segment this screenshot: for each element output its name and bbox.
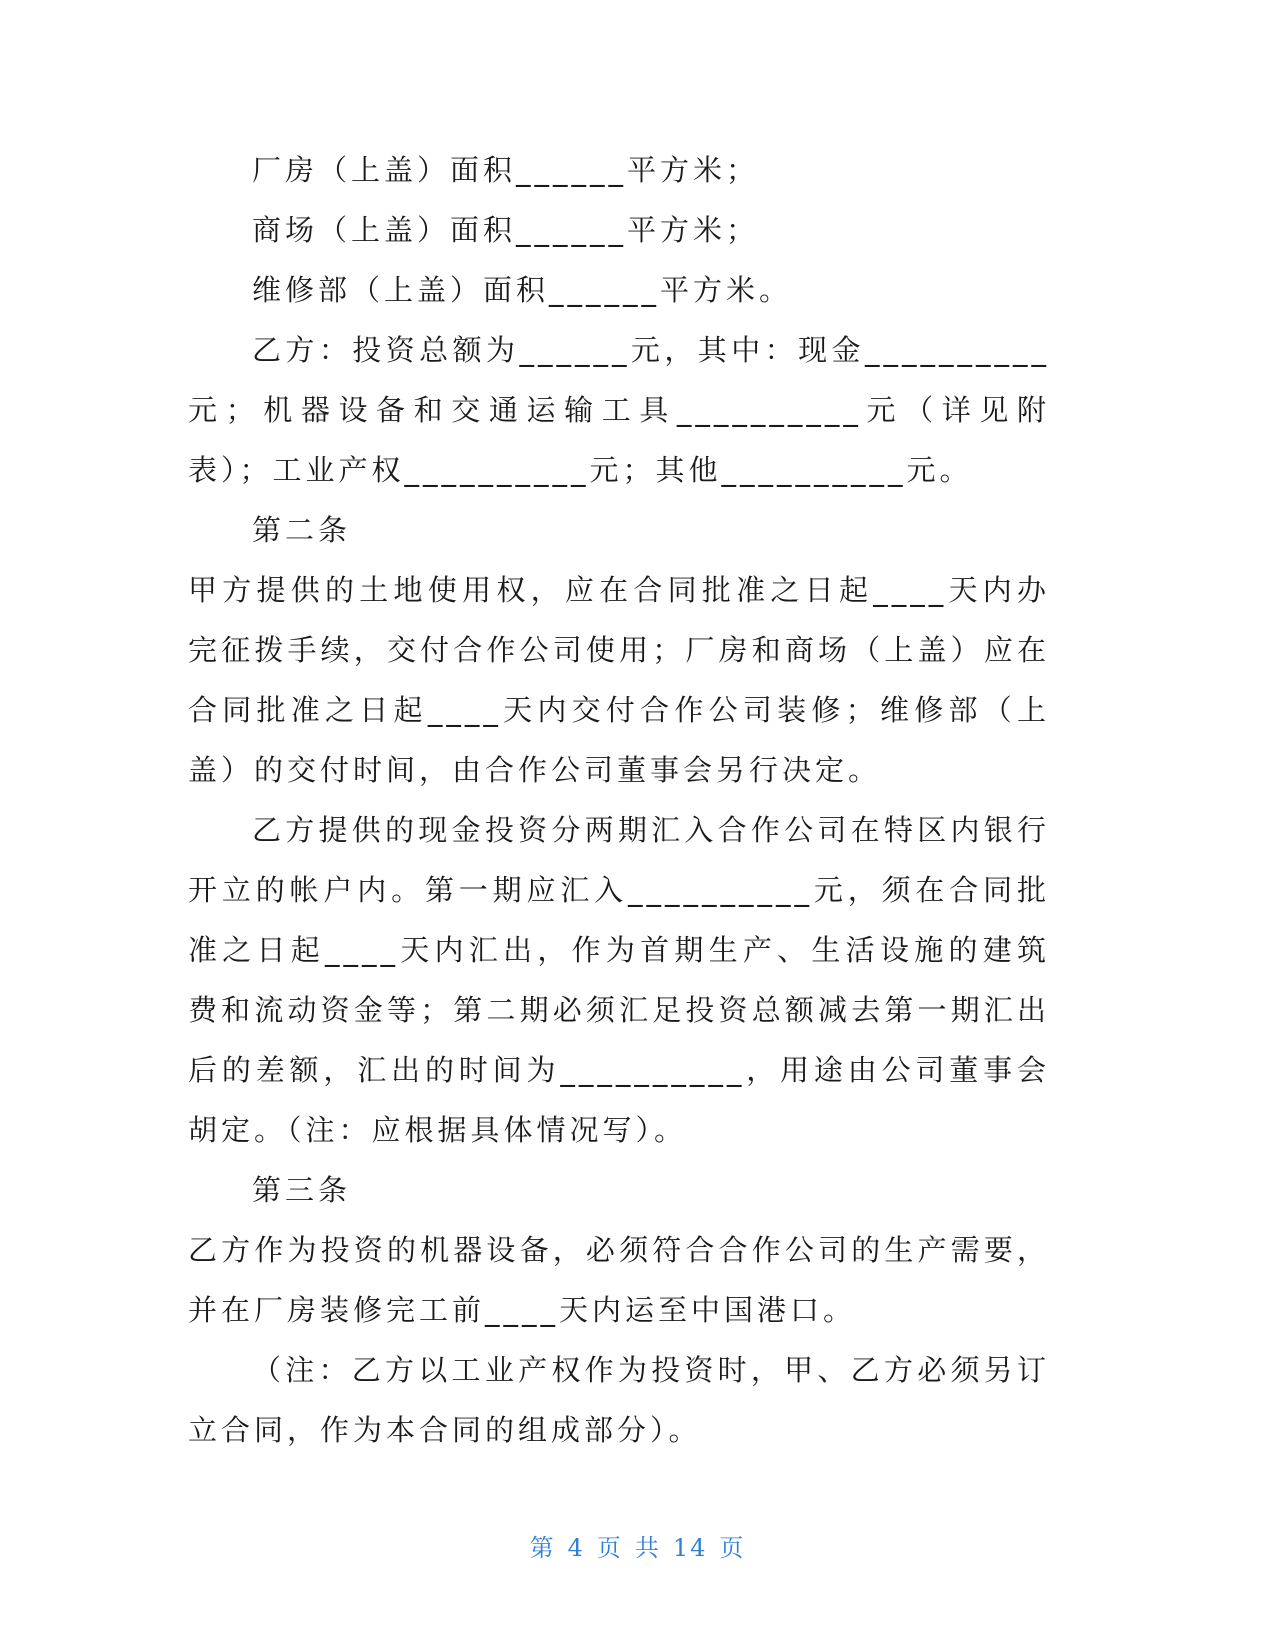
paragraph-machinery: 乙方作为投资的机器设备，必须符合合作公司的生产需要，并在厂房装修完工前____天内运至中国港口。	[188, 1233, 1050, 1327]
article-heading-2: 第二条	[252, 513, 352, 547]
page-number-footer	[0, 1528, 1275, 1563]
paragraph-party-b-investment: 乙方：投资总额为______元，其中：现金__________元；机器设备和交通运输工具__________元（详见附表）；工业产权__________元；其他__________元。	[188, 333, 1050, 487]
paragraph-land-use-rights: 甲方提供的土地使用权，应在合同批准之日起____天内办完征拨手续，交付合作公司使用；厂房和商场（上盖）应在合同批准之日起____天内交付合作公司装修；维修部（上盖）的交付时间，由合作公司董事会另行决定。	[188, 573, 1050, 787]
paragraph-factory-area: 厂房（上盖）面积______平方米；	[252, 153, 760, 187]
article-heading-3: 第三条	[252, 1173, 352, 1207]
footer-total-pages: 14	[672, 1534, 708, 1562]
footer-suffix: 页	[719, 1534, 746, 1562]
paragraph-mall-area: 商场（上盖）面积______平方米；	[252, 213, 760, 247]
paragraph-repair-area: 维修部（上盖）面积______平方米。	[252, 273, 793, 307]
document-body	[188, 140, 1050, 1460]
footer-total-word: 共	[634, 1534, 661, 1562]
footer-prefix: 第	[529, 1534, 556, 1562]
paragraph-note-ip: （注：乙方以工业产权作为投资时，甲、乙方必须另订立合同，作为本合同的组成部分）。	[188, 1353, 1050, 1447]
paragraph-cash-investment: 乙方提供的现金投资分两期汇入合作公司在特区内银行开立的帐户内。第一期应汇入__________元，须在合同批准之日起____天内汇出，作为首期生产、生活设施的建筑费和流动资金等；第二期必须汇足投资总额减去第一期汇出后的差额，汇出的时间为__________，用途由公司董事会胡定。（注：应根据具体情况写）。	[188, 813, 1050, 1147]
footer-current-page: 4	[567, 1534, 585, 1562]
footer-page-word: 页	[596, 1534, 623, 1562]
